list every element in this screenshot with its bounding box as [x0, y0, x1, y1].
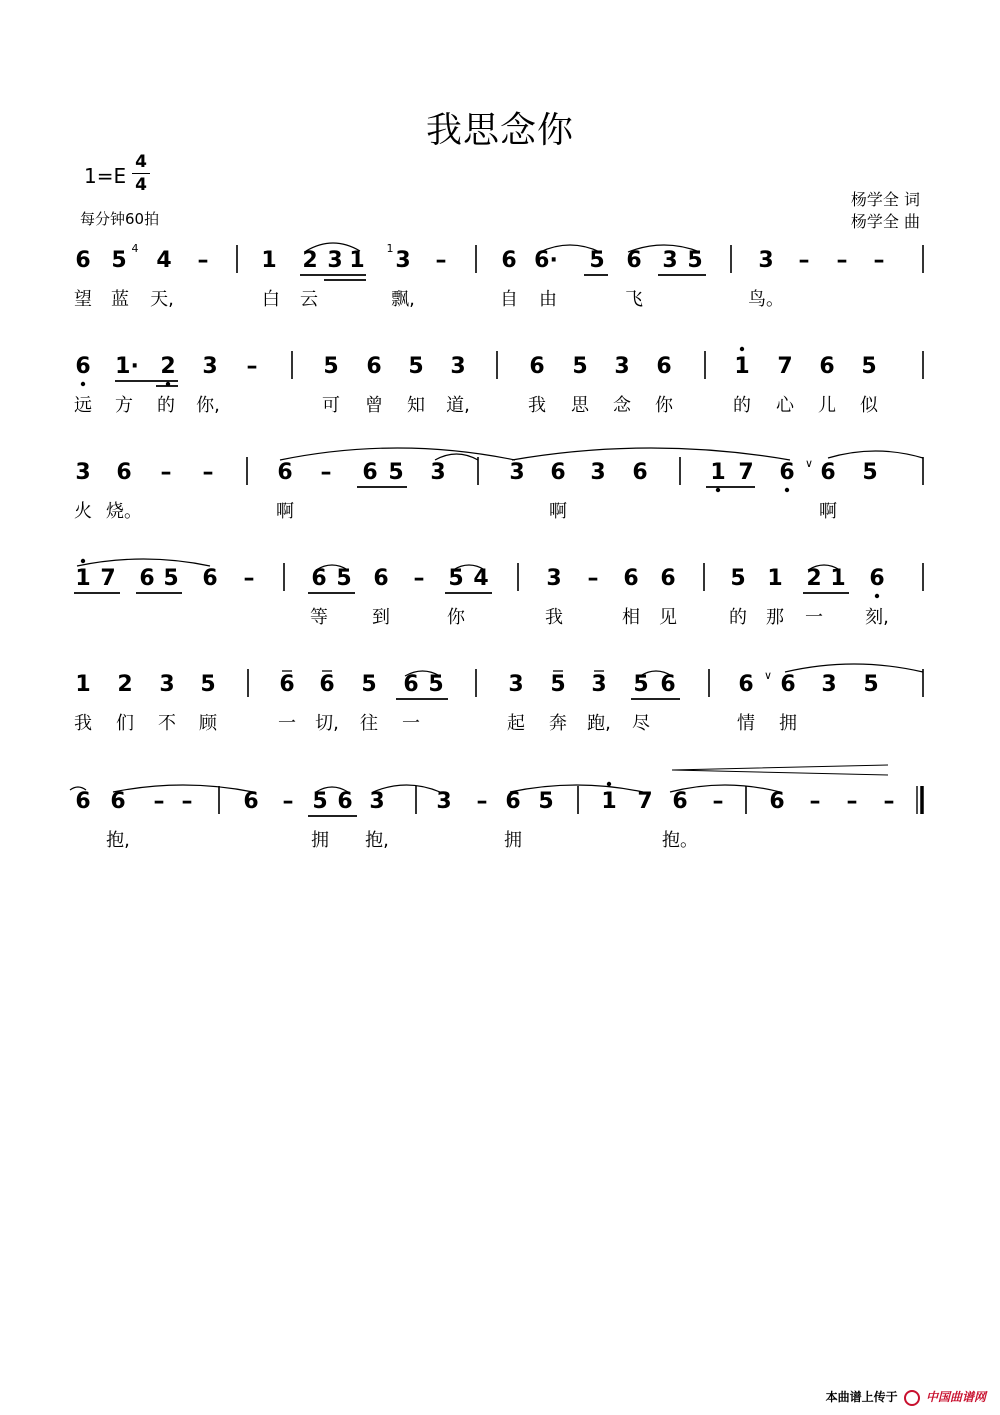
jianpu-note: – [181, 789, 193, 814]
jianpu-note: 6 [660, 566, 676, 591]
jianpu-note: 1 [349, 248, 365, 273]
lyric-syllable: 烧。 [106, 501, 142, 522]
jianpu-note: – [202, 460, 214, 485]
lyric-syllable: 你 [655, 395, 673, 416]
lyric-syllable: 知 [407, 395, 425, 416]
lyric-syllable: 由 [539, 289, 557, 310]
jianpu-note: 2 [160, 354, 176, 379]
jianpu-note: 1 [710, 460, 726, 485]
jianpu-note: 6 [780, 672, 796, 697]
lyric-syllable: 啊 [276, 501, 294, 522]
lyric-syllable: 情 [737, 713, 755, 734]
lyric-syllable: 见 [659, 607, 677, 628]
lyric-syllable: 白 [262, 289, 280, 310]
jianpu-note: 5 [863, 672, 879, 697]
footer [826, 1388, 986, 1406]
lyric-syllable: 心 [776, 395, 794, 416]
jianpu-note: 6 [319, 672, 335, 697]
jianpu-note: 5 [633, 672, 649, 697]
jianpu-note: 6 [779, 460, 795, 485]
jianpu-note: 3 [202, 354, 218, 379]
jianpu-note: 5 [861, 354, 877, 379]
lyric-syllable: 一 [805, 607, 823, 628]
jianpu-note: 2 [302, 248, 318, 273]
lyric-syllable: 飘, [391, 289, 415, 310]
lyric-syllable: 曾 [365, 395, 383, 416]
lyric-syllable: 起 [507, 713, 525, 734]
jianpu-note: 6 [337, 789, 353, 814]
jianpu-note: 5 [200, 672, 216, 697]
jianpu-note: 5 [730, 566, 746, 591]
jianpu-note: 3 [75, 460, 91, 485]
octave-dot [607, 782, 611, 786]
lyric-syllable: 飞 [625, 289, 643, 310]
jianpu-note: 6 [656, 354, 672, 379]
jianpu-note: – [476, 789, 488, 814]
jianpu-note: 7 [738, 460, 754, 485]
lyric-syllable: 你 [447, 607, 465, 628]
jianpu-note: 3 [590, 460, 606, 485]
slur [510, 785, 643, 792]
lyric-syllable: 往 [360, 713, 378, 734]
jianpu-note: 6 [501, 248, 517, 273]
jianpu-note: 6 [769, 789, 785, 814]
jianpu-note: 3 [758, 248, 774, 273]
jianpu-note: 6 [869, 566, 885, 591]
lyric-syllable: 到 [372, 607, 390, 628]
jianpu-note: 3 [436, 789, 452, 814]
octave-dot [875, 594, 879, 598]
jianpu-note: 6 [362, 460, 378, 485]
jianpu-note: 6 [373, 566, 389, 591]
jianpu-note: – [587, 566, 599, 591]
lyric-syllable: 那 [766, 607, 784, 628]
jianpu-note: 5 [589, 248, 605, 273]
lyric-syllable: 等 [310, 607, 328, 628]
jianpu-note: 6 [550, 460, 566, 485]
slur [280, 448, 515, 460]
jianpu-note: – [160, 460, 172, 485]
jianpu-note: 1 [261, 248, 277, 273]
jianpu-note: 3 [821, 672, 837, 697]
jianpu-note: 6 [819, 354, 835, 379]
jianpu-note: – [320, 460, 332, 485]
octave-dot [785, 488, 789, 492]
lyric-syllable: 拥 [504, 830, 522, 851]
jianpu-note: 6 [403, 672, 419, 697]
jianpu-note: – [243, 566, 255, 591]
jianpu-note: 5 [862, 460, 878, 485]
lyric-syllable: 火 [74, 501, 92, 522]
slur [785, 664, 923, 672]
jianpu-note: 5 [550, 672, 566, 697]
key-signature: 1=E [84, 164, 127, 188]
jianpu-note: 2 [806, 566, 822, 591]
jianpu-note: – [798, 248, 810, 273]
jianpu-note: 1 [734, 354, 750, 379]
tempo-marking: 每分钟60拍 [80, 210, 160, 228]
jianpu-note: 3 [546, 566, 562, 591]
jianpu-note: – [712, 789, 724, 814]
lyric-syllable: 一 [278, 713, 296, 734]
lyric-syllable: 念 [613, 395, 631, 416]
jianpu-note: 5 [448, 566, 464, 591]
lyric-syllable: 跑, [587, 713, 611, 734]
octave-dot [166, 382, 170, 386]
jianpu-note: 6 [820, 460, 836, 485]
jianpu-note: 3 [159, 672, 175, 697]
jianpu-note: – [282, 789, 294, 814]
jianpu-note: 3 [430, 460, 446, 485]
lyricist-credit: 杨学全 词 [850, 190, 920, 209]
lyric-syllable: 拥 [311, 830, 329, 851]
jianpu-note: 1 [601, 789, 617, 814]
breath-mark: ∨ [763, 669, 773, 682]
jianpu-note: 6 [505, 789, 521, 814]
lyric-syllable: 顾 [199, 713, 217, 734]
lyric-syllable: 远 [74, 395, 92, 416]
jianpu-note: 6 [110, 789, 126, 814]
jianpu-note: 6 [632, 460, 648, 485]
jianpu-note: 5 [408, 354, 424, 379]
score-title: 我思念你 [425, 110, 574, 151]
jianpu-note: – [246, 354, 258, 379]
lyric-syllable: 抱, [106, 830, 130, 851]
jianpu-note: 7 [777, 354, 793, 379]
lyric-syllable: 刻, [865, 607, 889, 628]
jianpu-note: 6 [279, 672, 295, 697]
jianpu-note: 5 [572, 354, 588, 379]
composer-credit: 杨学全 曲 [850, 212, 920, 231]
lyric-syllable: 一 [402, 713, 420, 734]
jianpu-note: 6 [366, 354, 382, 379]
lyric-syllable: 的 [729, 607, 747, 628]
lyric-syllable: 云 [300, 289, 318, 310]
lyric-syllable: 我 [528, 395, 546, 416]
footer-brand: 中国曲谱网 [925, 1390, 986, 1404]
jianpu-note: 5 [163, 566, 179, 591]
jianpu-note: 6 [529, 354, 545, 379]
jianpu-note: 3 [614, 354, 630, 379]
jianpu-note: – [873, 248, 885, 273]
jianpu-note: 5 [388, 460, 404, 485]
lyric-syllable: 我 [545, 607, 563, 628]
lyric-syllable: 们 [116, 713, 134, 734]
lyric-syllable: 不 [158, 713, 176, 734]
grace-note: 4 [131, 242, 139, 255]
octave-dot [740, 347, 744, 351]
lyric-syllable: 拥 [779, 713, 797, 734]
jianpu-note: – [883, 789, 895, 814]
jianpu-note: 3 [509, 460, 525, 485]
lyric-syllable: 你, [196, 395, 220, 416]
jianpu-note: – [197, 248, 209, 273]
jianpu-note: 6 [116, 460, 132, 485]
jianpu-note: 3 [450, 354, 466, 379]
lyric-syllable: 鸟。 [748, 289, 784, 310]
jianpu-note: 5 [428, 672, 444, 697]
octave-dot [81, 559, 85, 563]
footer-prefix: 本曲谱上传于 [825, 1390, 898, 1404]
jianpu-note: 5 [323, 354, 339, 379]
lyric-syllable: 天, [150, 289, 174, 310]
jianpu-note: – [836, 248, 848, 273]
jianpu-note: 1 [830, 566, 846, 591]
lyric-syllable: 的 [157, 395, 175, 416]
jianpu-note: – [435, 248, 447, 273]
jianpu-note: 5 [538, 789, 554, 814]
lyric-syllable: 啊 [819, 501, 837, 522]
jianpu-note: – [809, 789, 821, 814]
lyric-syllable: 的 [733, 395, 751, 416]
lyric-syllable: 似 [860, 395, 878, 416]
slur [77, 559, 210, 566]
jianpu-note: 6 [75, 354, 91, 379]
lyric-syllable: 自 [500, 289, 518, 310]
lyric-syllable: 切, [315, 713, 339, 734]
jianpu-note: 6 [139, 566, 155, 591]
jianpu-note: 6 [626, 248, 642, 273]
lyric-syllable: 蓝 [111, 289, 129, 310]
lyric-syllable: 思 [571, 395, 589, 416]
jianpu-note: 3 [662, 248, 678, 273]
jianpu-note: 3 [591, 672, 607, 697]
lyric-syllable: 抱。 [662, 830, 698, 851]
lyric-syllable: 儿 [818, 395, 836, 416]
breath-mark: ∨ [804, 457, 814, 470]
jianpu-note: – [846, 789, 858, 814]
lyric-syllable: 尽 [632, 713, 650, 734]
jianpu-note: 5 [336, 566, 352, 591]
jianpu-note: 7 [100, 566, 116, 591]
time-signature-top: 4 [135, 152, 147, 172]
jianpu-note: 3 [369, 789, 385, 814]
jianpu-note: 5 [111, 248, 127, 273]
jianpu-note: 6 [660, 672, 676, 697]
grace-note: 1 [386, 242, 394, 255]
jianpu-note: 1 [75, 672, 91, 697]
lyric-syllable: 道, [446, 395, 470, 416]
jianpu-note: 6 [243, 789, 259, 814]
jianpu-note: 4 [156, 248, 172, 273]
jianpu-note: – [413, 566, 425, 591]
lyric-syllable: 我 [74, 713, 92, 734]
jianpu-note: 3 [327, 248, 343, 273]
lyric-syllable: 奔 [549, 713, 567, 734]
jianpu-note: 6· [534, 248, 558, 273]
jianpu-note: 3 [395, 248, 411, 273]
lyric-syllable: 啊 [549, 501, 567, 522]
lyric-syllable: 望 [74, 289, 92, 310]
diminuendo-hairpin [672, 765, 888, 775]
jianpu-note: 3 [508, 672, 524, 697]
lyric-syllable: 方 [115, 395, 133, 416]
jianpu-note: 6 [738, 672, 754, 697]
jianpu-note: 1 [75, 566, 91, 591]
jianpu-note: 6 [75, 248, 91, 273]
site-logo-icon [904, 1390, 920, 1406]
jianpu-note: 1· [115, 354, 139, 379]
jianpu-note: 6 [311, 566, 327, 591]
jianpu-note: 6 [623, 566, 639, 591]
jianpu-note: 7 [637, 789, 653, 814]
jianpu-note: 5 [361, 672, 377, 697]
jianpu-note: 6 [672, 789, 688, 814]
jianpu-note: 6 [277, 460, 293, 485]
time-signature-bottom: 4 [135, 175, 147, 195]
jianpu-note: 5 [687, 248, 703, 273]
jianpu-note: 4 [473, 566, 489, 591]
jianpu-note: 5 [312, 789, 328, 814]
jianpu-note: 6 [75, 789, 91, 814]
slur [828, 451, 923, 458]
jianpu-note: 6 [202, 566, 218, 591]
lyric-syllable: 抱, [365, 830, 389, 851]
jianpu-note: 1 [767, 566, 783, 591]
lyric-syllable: 相 [622, 607, 640, 628]
octave-dot [716, 488, 720, 492]
jianpu-note: – [153, 789, 165, 814]
slur [512, 448, 790, 460]
jianpu-note: 2 [117, 672, 133, 697]
lyric-syllable: 可 [322, 395, 340, 416]
octave-dot [81, 382, 85, 386]
